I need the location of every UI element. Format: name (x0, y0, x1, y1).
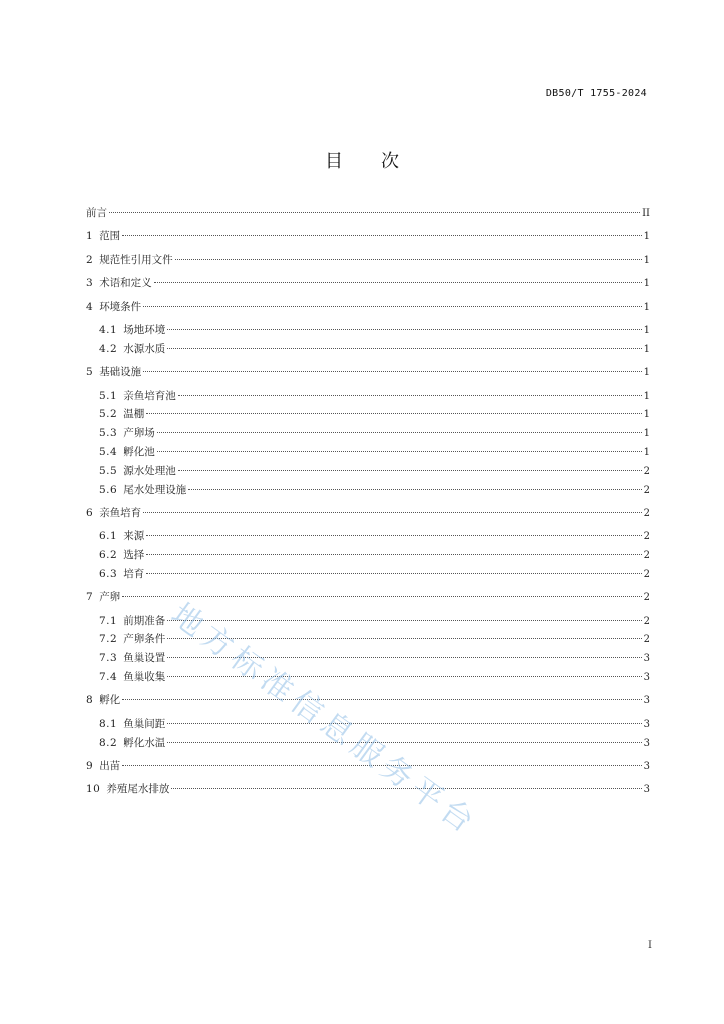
toc-entry-page: 2 (643, 615, 650, 627)
toc-entry-title (99, 340, 165, 359)
toc-entry-page: 1 (643, 301, 650, 313)
toc-entry-number: 8 (86, 694, 94, 707)
toc-entry-number: 10 (86, 783, 101, 796)
toc-entry-number: 7 (86, 591, 94, 604)
toc-entry[interactable] (86, 691, 650, 710)
toc-leader-dots (146, 413, 641, 414)
toc-entry-number: 7.2 (99, 633, 118, 646)
toc-entry[interactable] (86, 298, 650, 317)
toc-entry[interactable] (86, 668, 650, 687)
toc-entry-title (99, 405, 144, 424)
toc-entry-label: 鱼巢收集 (123, 671, 166, 684)
toc-entry-page: 1 (643, 278, 650, 290)
toc-entry[interactable] (86, 204, 650, 223)
toc-entry-title (99, 546, 144, 565)
toc-entry[interactable] (86, 588, 650, 607)
toc-entry-title (99, 527, 144, 546)
toc-entry-label: 产卵 (99, 591, 121, 604)
toc-entry[interactable] (86, 527, 650, 546)
toc-entry-number: 6.2 (99, 549, 118, 562)
toc-entry-number: 6 (86, 506, 94, 519)
toc-leader-dots (143, 512, 641, 513)
toc-entry-page: 3 (643, 695, 650, 707)
toc-entry-number: 7.3 (99, 652, 118, 665)
toc-entry-title (99, 612, 165, 631)
toc-entry-label: 亲鱼培育 (99, 506, 142, 519)
toc-entry-title (86, 298, 141, 317)
toc-leader-dots (146, 535, 641, 536)
toc-entry-title (99, 462, 176, 481)
toc-entry-label: 鱼巢设置 (123, 652, 166, 665)
toc-entry[interactable] (86, 227, 650, 246)
page-number: I (648, 940, 652, 951)
toc-leader-dots (167, 676, 641, 677)
toc-leader-dots (167, 723, 641, 724)
toc-entry-title (99, 424, 155, 443)
toc-entry-title (86, 504, 141, 523)
toc-entry-number: 5.6 (99, 483, 118, 496)
toc-entry[interactable] (86, 734, 650, 753)
toc-entry-number: 2 (86, 253, 94, 266)
toc-entry-title (86, 363, 141, 382)
toc-entry[interactable] (86, 405, 650, 424)
toc-entry-title (99, 668, 165, 687)
toc-entry-number: 7.1 (99, 614, 118, 627)
toc-entry-title (99, 715, 165, 734)
toc-entry-title (86, 204, 107, 223)
toc-entry-page: 1 (643, 367, 650, 379)
toc-entry-label: 场地环境 (123, 323, 166, 336)
toc-entry-number: 5.3 (99, 427, 118, 440)
toc-entry-number: 5.1 (99, 389, 118, 402)
toc-entry-page: 1 (643, 428, 650, 440)
toc-entry-label: 孵化 (99, 694, 121, 707)
toc-entry-page: 2 (643, 634, 650, 646)
toc-entry[interactable] (86, 481, 650, 500)
toc-entry[interactable] (86, 274, 650, 293)
toc-entry-label: 选择 (123, 549, 145, 562)
toc-leader-dots (178, 470, 642, 471)
toc-leader-dots (146, 573, 641, 574)
toc-entry-label: 环境条件 (99, 300, 142, 313)
toc-entry-number: 5 (86, 366, 94, 379)
toc-entry[interactable] (86, 715, 650, 734)
toc-entry-label: 源水处理池 (123, 464, 176, 477)
toc-leader-dots (178, 395, 642, 396)
toc-entry-page: 1 (643, 324, 650, 336)
toc-entry-number: 5.4 (99, 445, 118, 458)
toc-entry-page: 2 (643, 592, 650, 604)
toc-entry-page: 3 (643, 718, 650, 730)
toc-entry-number: 4 (86, 300, 94, 313)
toc-leader-dots (171, 788, 641, 789)
toc-entry-number: 5.2 (99, 408, 118, 421)
toc-entry-number: 7.4 (99, 671, 118, 684)
toc-entry-page: 1 (643, 390, 650, 402)
toc-entry[interactable] (86, 387, 650, 406)
toc-entry[interactable] (86, 424, 650, 443)
toc-entry-label: 产卵场 (123, 427, 155, 440)
toc-leader-dots (188, 489, 641, 490)
toc-entry-label: 温棚 (123, 408, 145, 421)
toc-entry-page: 3 (643, 672, 650, 684)
toc-leader-dots (122, 596, 641, 597)
toc-entry-label: 水源水质 (123, 342, 166, 355)
toc-entry-number: 3 (86, 277, 94, 290)
toc-entry-number: 6.1 (99, 530, 118, 543)
toc-leader-dots (143, 371, 641, 372)
page-title: 目次 (325, 151, 437, 172)
toc-entry-title (99, 630, 165, 649)
toc-entry-number: 1 (86, 230, 94, 243)
watermark: 地方标准信息服务平台 (164, 596, 485, 844)
toc-leader-dots (167, 329, 641, 330)
toc-entry-title (99, 734, 165, 753)
toc-entry-label: 术语和定义 (99, 277, 152, 290)
toc-entry-page: 1 (643, 446, 650, 458)
toc-entry[interactable] (86, 443, 650, 462)
toc-entry-label: 基础设施 (99, 366, 142, 379)
toc-entry-title (86, 274, 152, 293)
toc-entry[interactable] (86, 321, 650, 340)
toc-entry[interactable] (86, 546, 650, 565)
toc-leader-dots (109, 212, 640, 213)
toc-entry-page: 2 (643, 484, 650, 496)
toc-entry-number: 9 (86, 760, 94, 773)
toc-entry-number: 8.2 (99, 736, 118, 749)
toc-entry-title (99, 649, 165, 668)
toc-entry-label: 来源 (123, 530, 145, 543)
toc-entry-label: 鱼巢间距 (123, 717, 166, 730)
toc-entry-title (99, 387, 176, 406)
toc-entry-number: 8.1 (99, 717, 118, 730)
toc-entry[interactable] (86, 363, 650, 382)
toc-entry-label: 规范性引用文件 (99, 253, 173, 266)
toc-entry-page: 2 (643, 568, 650, 580)
toc-entry-label: 出苗 (99, 760, 121, 773)
toc-leader-dots (157, 432, 642, 433)
toc-leader-dots (167, 620, 641, 621)
toc-entry-page: 2 (643, 507, 650, 519)
toc-entry-number: 5.5 (99, 464, 118, 477)
toc-entry-page: 2 (643, 531, 650, 543)
toc-entry-title (86, 757, 120, 776)
toc-entry-title (99, 565, 144, 584)
toc-leader-dots (167, 742, 641, 743)
toc-entry-title (86, 227, 120, 246)
toc-entry[interactable] (86, 462, 650, 481)
toc-entry-number: 4.1 (99, 323, 118, 336)
toc-entry-page: 1 (643, 409, 650, 421)
toc-leader-dots (143, 306, 641, 307)
toc-entry-label: 孵化水温 (123, 736, 166, 749)
toc-entry-page: 3 (643, 653, 650, 665)
toc-entry[interactable] (86, 649, 650, 668)
toc-entry-label: 产卵条件 (123, 633, 166, 646)
toc-entry-page: 3 (643, 761, 650, 773)
toc-entry-page: 3 (643, 784, 650, 796)
toc-entry-title (99, 321, 165, 340)
table-of-contents (86, 204, 650, 799)
toc-entry-number: 4.2 (99, 342, 118, 355)
toc-entry-label: 前期准备 (123, 614, 166, 627)
toc-entry-label: 培育 (123, 567, 145, 580)
toc-entry-title (86, 588, 120, 607)
toc-entry-page: 2 (643, 465, 650, 477)
toc-leader-dots (122, 765, 641, 766)
toc-leader-dots (146, 554, 641, 555)
toc-entry-page: 3 (643, 737, 650, 749)
toc-leader-dots (175, 259, 642, 260)
toc-entry-label: 孵化池 (123, 445, 155, 458)
toc-entry-page: 1 (643, 231, 650, 243)
toc-entry[interactable] (86, 780, 650, 799)
toc-entry-title (86, 251, 173, 270)
document-code: DB50/T 1755-2024 (545, 88, 647, 99)
toc-entry-page: 2 (643, 550, 650, 562)
toc-entry-label: 前言 (86, 207, 107, 219)
toc-entry-title (99, 481, 186, 500)
toc-entry[interactable] (86, 612, 650, 631)
toc-entry-label: 尾水处理设施 (123, 483, 187, 496)
toc-entry-label: 亲鱼培育池 (123, 389, 176, 402)
toc-entry[interactable] (86, 630, 650, 649)
toc-entry-title (99, 443, 155, 462)
toc-entry-page: 1 (643, 254, 650, 266)
toc-entry[interactable] (86, 251, 650, 270)
toc-entry-page: II (642, 208, 650, 219)
toc-leader-dots (167, 638, 641, 639)
toc-entry-title (86, 691, 120, 710)
toc-entry-page: 1 (643, 343, 650, 355)
toc-leader-dots (122, 235, 641, 236)
toc-entry-title (86, 780, 169, 799)
toc-leader-dots (157, 451, 642, 452)
toc-entry[interactable] (86, 757, 650, 776)
toc-entry[interactable] (86, 504, 650, 523)
toc-entry[interactable] (86, 565, 650, 584)
toc-entry-label: 养殖尾水排放 (106, 783, 170, 796)
toc-leader-dots (122, 699, 641, 700)
toc-leader-dots (167, 348, 641, 349)
toc-leader-dots (154, 282, 642, 283)
toc-entry[interactable] (86, 340, 650, 359)
toc-entry-number: 6.3 (99, 567, 118, 580)
toc-entry-label: 范围 (99, 230, 121, 243)
toc-leader-dots (167, 657, 641, 658)
